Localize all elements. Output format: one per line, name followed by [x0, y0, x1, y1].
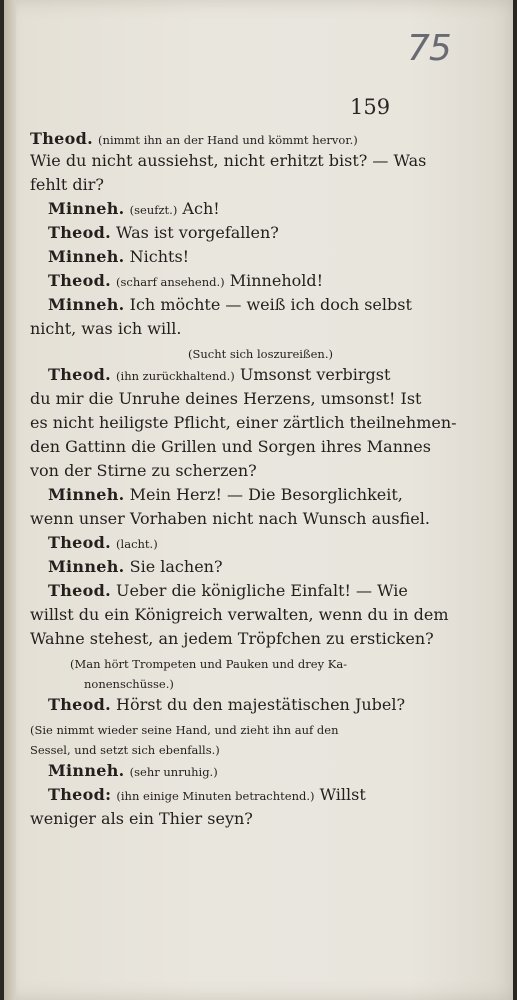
- line-text: den Gattinn die Grillen und Sorgen ihres Mannes: [30, 437, 431, 456]
- line-text: Minnehold!: [229, 271, 324, 290]
- line-text: Nichts!: [129, 247, 190, 266]
- text-line: [30, 128, 358, 151]
- line-text: nicht, was ich will.: [30, 319, 182, 338]
- stage-direction: (ihn zurückhaltend.): [116, 369, 235, 383]
- handwritten-folio-number: 75: [407, 28, 451, 69]
- text-line: [48, 580, 408, 602]
- stage-direction: (nimmt ihn an der Hand und kömmt hervor.): [98, 133, 358, 147]
- text-line: [30, 808, 253, 830]
- text-line: [30, 508, 430, 530]
- line-text: fehlt dir?: [30, 175, 104, 194]
- speaker-name: Theod.: [48, 223, 111, 242]
- stage-direction: (Man hört Trompeten und Pauken und drey Ka-: [70, 657, 348, 671]
- text-line: [48, 760, 218, 783]
- line-text: Wahne stehest, an jedem Tröpfchen zu ersticken?: [30, 629, 434, 648]
- speaker-name: Theod.: [48, 365, 111, 384]
- text-line: [48, 556, 223, 578]
- stage-direction: (scharf ansehend.): [116, 275, 225, 289]
- speaker-name: Minneh.: [48, 485, 125, 504]
- line-text: Sie lachen?: [129, 557, 223, 576]
- text-line: [30, 150, 426, 172]
- text-line: [30, 604, 449, 626]
- text-line: [188, 342, 333, 365]
- line-text: Willst: [319, 785, 366, 804]
- text-line: [48, 270, 323, 293]
- speaker-name: Theod.: [30, 129, 93, 148]
- line-text: willst du ein Königreich verwalten, wenn du in dem: [30, 605, 449, 624]
- line-text: Wie du nicht aussiehst, nicht erhitzt bist? — Was: [30, 151, 427, 170]
- text-line: [30, 318, 181, 340]
- speaker-name: Theod.: [48, 533, 111, 552]
- text-line: [48, 294, 412, 316]
- line-text: Ich möchte — weiß ich doch selbst: [129, 295, 412, 314]
- speaker-name: Theod:: [48, 785, 112, 804]
- text-line: [48, 222, 279, 244]
- text-line: [48, 198, 220, 221]
- line-text: Ueber die königliche Einfalt! — Wie: [116, 581, 408, 600]
- stage-direction: (ihn einige Minuten betrachtend.): [116, 789, 315, 803]
- line-text: Was ist vorgefallen?: [116, 223, 279, 242]
- stage-direction: (Sie nimmt wieder seine Hand, und zieht ihn auf den: [30, 723, 339, 737]
- text-line: [48, 484, 403, 506]
- text-line: [48, 246, 189, 268]
- line-text: Mein Herz! — Die Besorglichkeit,: [129, 485, 403, 504]
- text-line: [30, 628, 434, 650]
- text-line: [48, 364, 390, 387]
- text-line: [48, 532, 158, 555]
- stage-direction: nonenschüsse.): [84, 677, 174, 691]
- line-text: du mir die Unruhe deines Herzens, umsonst! Ist: [30, 389, 422, 408]
- text-line: [30, 412, 457, 434]
- stage-direction: (Sucht sich loszureißen.): [188, 347, 333, 361]
- speaker-name: Theod.: [48, 581, 111, 600]
- text-line: [48, 784, 366, 807]
- speaker-name: Minneh.: [48, 199, 125, 218]
- stage-direction: Sessel, und setzt sich ebenfalls.): [30, 743, 220, 757]
- page-binding-edge: [4, 0, 16, 1000]
- line-text: weniger als ein Thier seyn?: [30, 809, 253, 828]
- line-text: Umsonst verbirgst: [239, 365, 391, 384]
- stage-direction: (seufzt.): [129, 203, 178, 217]
- text-line: [30, 388, 421, 410]
- line-text: wenn unser Vorhaben nicht nach Wunsch ausfiel.: [30, 509, 430, 528]
- stage-direction: (lacht.): [116, 537, 158, 551]
- text-line: [30, 460, 257, 482]
- page-number: 159: [350, 95, 391, 119]
- text-line: [30, 174, 104, 196]
- line-text: es nicht heiligste Pflicht, einer zärtlich theilnehmen-: [30, 413, 457, 432]
- speaker-name: Minneh.: [48, 295, 125, 314]
- speaker-name: Theod.: [48, 271, 111, 290]
- text-line: [84, 672, 174, 695]
- speaker-name: Theod.: [48, 695, 111, 714]
- stage-direction: (sehr unruhig.): [129, 765, 218, 779]
- text-line: [30, 436, 431, 458]
- line-text: Ach!: [182, 199, 220, 218]
- text-line: [30, 738, 220, 761]
- speaker-name: Minneh.: [48, 761, 125, 780]
- speaker-name: Minneh.: [48, 247, 125, 266]
- line-text: Hörst du den majestätischen Jubel?: [116, 695, 406, 714]
- speaker-name: Minneh.: [48, 557, 125, 576]
- line-text: von der Stirne zu scherzen?: [30, 461, 257, 480]
- text-line: [48, 694, 405, 716]
